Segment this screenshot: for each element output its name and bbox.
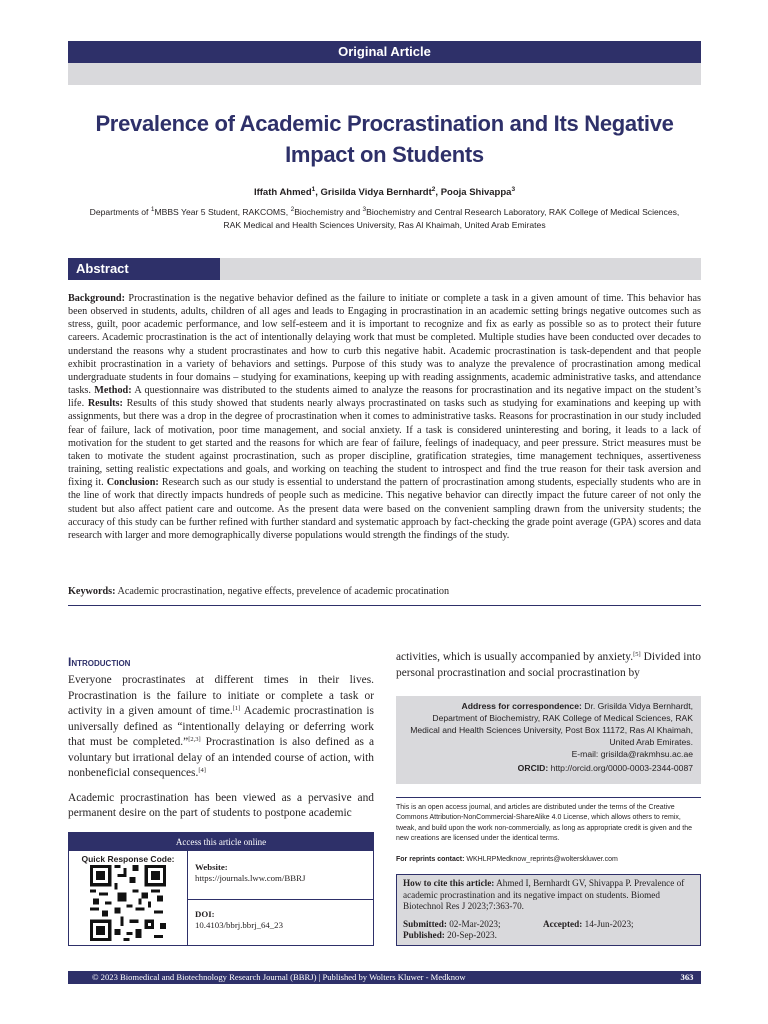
citation-box	[396, 874, 701, 946]
submitted-label: Submitted:	[403, 918, 447, 929]
intro-paragraph: Academic procrastination has been viewed as a pervasive and permanent desire on the part of students to postpone academic	[68, 791, 374, 819]
accepted-label: Accepted:	[543, 918, 583, 929]
background-text: Procrastination is the negative behavior defined as the failure to initiate or complete a task in a given amount of time. This behavior has been observed in students, adults, children of all ages and leads to Engaging in procrastination in an academic setting brings negative outcomes such as stress, guilt, poor academic performance, and low self-esteem and it is important to recognize and fix as early as possible so as to protect their future careers. Academic procrastination is the act of intentionally delaying work that must be completed. Multiple studies have been conducted over decades to understand the reasons why a student procrastinates and how to curb this negative habit. Academic procrastination is task-dependent and that people exhibit procrastination in a variety of behaviors and settings. Purpose of this study was to analyze the prevalence of procrastination among medical undergraduate students in four domains – studying for examinations, keeping up with reading assignments, academic administrative tasks, and attendance tasks.	[68, 293, 701, 397]
correspondence-line: Department of Biochemistry, RAK College of Medical Sciences, RAK	[432, 713, 693, 723]
correspondence-name: Dr. Grisilda Vidya Bernhardt,	[581, 701, 693, 711]
website-label: Website:	[195, 862, 228, 872]
qr-panel	[69, 851, 188, 945]
correspondence-line: United Arab Emirates.	[609, 737, 693, 747]
intro-text: Procrastination is also defined as a voluntary but irrational delay of an intended course of action, with nonbeneficial consequences.	[68, 736, 374, 779]
published-date: 20-Sep-2023.	[444, 930, 497, 940]
results-text: Results of this study showed that students nearly always procrastinated on tasks such as studying for examinations and keeping up with assignments, but there was a drop in the degree of procrastination when it comes to administrative tasks. Reasons for procrastination in our study included fear of failure, lack of motivation, poor time management, and social anxiety. If a task is considered uninteresting and boring, it leads to a lack of motivation for the student to get started and the reasons for which are fear of failure, feelings of inadequacy, and peer pressure. Strict measures must be taken to motivate the student against procrastination, such as proper discipline, gratification strategies, time management techniques, assertiveness training, setting realistic expectations and goals, and working on teaching the student to introspect and find the true reason for their task aversion and fixing it.	[68, 398, 702, 489]
article-title: Prevalence of Academic Procrastination and Its Negative Impact on Students	[95, 111, 674, 167]
intro-text: Divided into personal procrastination and social procrastination by	[396, 651, 701, 679]
doi-link[interactable]: 10.4103/bbrj.bbrj_64_23	[195, 920, 283, 930]
reprints-label: For reprints contact:	[396, 856, 465, 863]
license-text: This is an open access journal, and articles are distributed under the terms of the Creative Commons Attribution-NonCommercial-ShareAlike 4.0 License, which allows others to remix, tweak, and build upon the work non-commercially, as long as appropriate credit is given and the new creations are licensed under the identical terms.	[396, 804, 692, 842]
results-label: Results:	[87, 398, 123, 410]
access-online-box	[68, 832, 374, 946]
reprints-line	[396, 856, 701, 863]
page-footer	[68, 971, 701, 984]
published-label: Published:	[403, 930, 445, 940]
method-label: Method:	[94, 385, 132, 397]
section-rule	[68, 605, 701, 606]
keywords-label: Keywords:	[68, 586, 116, 597]
introduction-heading: Introduction	[68, 655, 131, 669]
citation-ref[interactable]: [1]	[232, 705, 241, 712]
orcid-link[interactable]: http://orcid.org/0000-0003-2344-0087	[548, 763, 693, 773]
access-heading: Access this article online	[69, 833, 373, 851]
background-label: Background:	[68, 293, 125, 304]
banner-strip	[68, 63, 701, 85]
affil-sup: 3	[362, 206, 367, 213]
author-list: Iffath Ahmed$^1$, Grisilda Vidya Bernhardt$^2$, Pooja Shivappa$^3$	[253, 186, 516, 198]
affil-sup: 1	[150, 206, 155, 213]
affiliations	[68, 206, 701, 232]
author-sup: 3	[511, 186, 516, 193]
intro-text: Academic procrastination is universally defined as “intentionally delaying or deferring work that must be completed.”	[68, 705, 374, 748]
website-link[interactable]: https://journals.lww.com/BBRJ	[195, 873, 306, 883]
keywords-text: Academic procrastination, negative effects, prevelence of academic procatination	[115, 586, 450, 597]
qr-label: Quick Response Code:	[81, 854, 175, 864]
article-type-banner: Original Article	[68, 41, 701, 63]
page-number: 363	[673, 971, 701, 984]
affil-text: Biochemistry and	[294, 207, 363, 217]
affil-text: Departments of	[89, 207, 151, 217]
license-rule	[396, 797, 701, 798]
correspondence-box	[396, 696, 701, 784]
orcid-label: ORCID:	[517, 763, 549, 773]
introduction-right-column	[396, 650, 701, 681]
method-text: A questionnaire was distributed to the students aimed to analyze the reasons for procrastination and its negative impact on the student’s life.	[68, 385, 701, 410]
conclusion-label: Conclusion:	[106, 477, 159, 489]
intro-text: Everyone procrastinates at different times in their lives. Procrastination is the failure to initiate or complete a task or activity in a given amount of time.	[68, 674, 374, 717]
author-sup: 2	[431, 186, 436, 193]
author-name: Pooja Shivappa	[440, 187, 512, 198]
correspondence-email[interactable]: E-mail: grisilda@rakmhsu.ac.ae	[571, 749, 693, 759]
reprints-email[interactable]: WKHLRPMedknow_reprints@wolterskluwer.com	[464, 856, 618, 863]
author-name: Grisilda Vidya Bernhardt	[320, 187, 432, 198]
affil-line2: RAK Medical and Health Sciences University, Ras Al Khaimah, United Arab Emirates	[223, 220, 546, 230]
affil-sup: 2	[290, 206, 295, 213]
correspondence-line: Medical and Health Sciences University, Post Box 11172, Ras Al Khaimah,	[410, 725, 693, 735]
footer-copyright: © 2023 Biomedical and Biotechnology Research Journal (BBRJ) | Published by Wolters Kluwer - Medknow	[92, 972, 466, 982]
intro-paragraph	[68, 673, 374, 782]
conclusion-text: Research such as our study is essential to understand the pattern of procrastination among students, especially students who are in the line of work that directly impacts hundreds of people such as medicine. This negative behavior can directly impact the future career of not only the student but also affect patient care and outcome. As the present data were based on the convenient sampling drawn from the university students; the accuracy of this study can be further refined with further standard and systematic approach by fact-checking the grade point average (GPA) scores and data research with larger and more demographically diverse populations would strength the findings of the study.	[68, 477, 701, 541]
abstract-body	[68, 292, 701, 542]
qr-code-icon[interactable]	[90, 865, 166, 941]
author-sup: 1	[311, 186, 316, 193]
introduction-left-column	[68, 673, 374, 831]
accepted-date: 14-Jun-2023;	[582, 918, 634, 929]
abstract-heading: Abstract	[68, 258, 220, 280]
citation-ref[interactable]: [2,3]	[188, 736, 201, 743]
submitted-date: 02-Mar-2023;	[446, 918, 501, 929]
author-name: Iffath Ahmed	[253, 187, 312, 198]
affil-text: Biochemistry and Central Research Laboratory, RAK College of Medical Sciences,	[366, 207, 680, 217]
citation-ref[interactable]: [4]	[198, 767, 206, 774]
keywords	[68, 585, 701, 598]
affil-text: MBBS Year 5 Student, RAKCOMS,	[154, 207, 291, 217]
cite-label: How to cite this article:	[403, 878, 495, 888]
citation-ref[interactable]: [5]	[633, 651, 641, 658]
access-info	[195, 851, 365, 931]
access-divider	[188, 899, 373, 900]
intro-text: activities, which is usually accompanied by anxiety.	[396, 651, 634, 663]
cite-text: Ahmed I, Bernhardt GV, Shivappa P. Prevalence of academic procrastination and its negative impact on students. Biomed Biotechnol Res J 2023;7:363-70.	[403, 878, 685, 911]
correspondence-label: Address for correspondence:	[461, 701, 582, 711]
doi-label: DOI:	[195, 909, 215, 919]
